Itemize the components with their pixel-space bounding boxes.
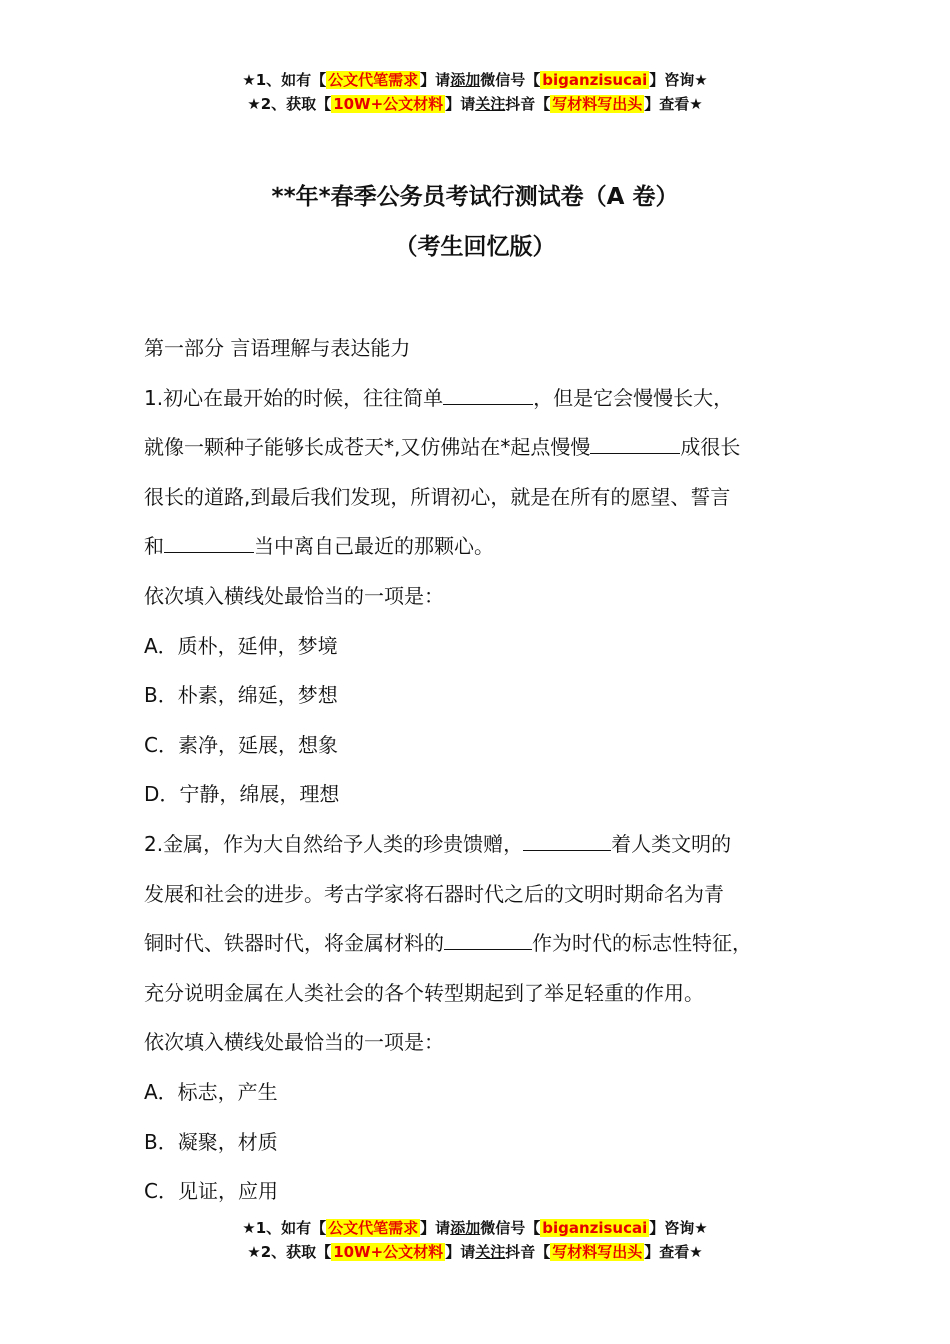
option-b: B．凝聚，材质 — [144, 1129, 278, 1154]
question-2 — [144, 820, 834, 1217]
question-text-line: 就像一颗种子能够长成苍天*,又仿佛站在*起点慢慢 成很长 — [144, 423, 834, 473]
banner-line-2: ★2、获取【 10W+公文材料 】请关注抖音【 写材料写出头 】查看★ — [247, 95, 703, 113]
question-prompt: 依次填入横线处最恰当的一项是： — [144, 583, 444, 608]
banner-highlight-wechat: biganzisucai — [542, 71, 648, 89]
question-text-line: 充分说明金属在人类社会的各个转型期起到了举足轻重的作用。 — [144, 980, 704, 1005]
option-c: C．见证，应用 — [144, 1179, 278, 1204]
option-d: D．宁静，绵展，理想 — [144, 782, 340, 807]
document-title: **年*春季公务员考试行测试卷（A 卷） — [271, 184, 679, 210]
question-text-line: 1.初心在最开始的时候，往往简单 ，但是它会慢慢长大， — [144, 374, 834, 424]
question-text-line: 和 当中离自己最近的那颗心。 — [144, 522, 834, 572]
question-text-line: 2.金属，作为大自然给予人类的珍贵馈赠， 着人类文明的 — [144, 820, 834, 870]
answer-blank — [523, 828, 611, 851]
answer-blank — [444, 927, 532, 950]
banner-highlight-wechat: biganzisucai — [542, 1219, 648, 1237]
banner-line-2: ★2、获取【 10W+公文材料 】请关注抖音【 写材料写出头 】查看★ — [247, 1243, 703, 1261]
document-subtitle: （考生回忆版） — [394, 234, 556, 260]
banner-line-1: ★1、如有【 公文代笔需求 】请添加微信号【 biganzisucai 】咨询★ — [242, 71, 708, 89]
question-1 — [144, 374, 834, 820]
answer-blank — [164, 530, 254, 553]
answer-blank — [443, 382, 533, 405]
header-banner — [0, 68, 950, 116]
banner-highlight-douyin: 写材料写出头 — [552, 1243, 643, 1261]
banner-line-1: ★1、如有【 公文代笔需求 】请添加微信号【 biganzisucai 】咨询★ — [242, 1219, 708, 1237]
option-c: C．素净，延展，想象 — [144, 732, 338, 757]
banner-highlight-douyin: 写材料写出头 — [552, 95, 643, 113]
question-prompt: 依次填入横线处最恰当的一项是： — [144, 1030, 444, 1055]
option-a: A．质朴，延伸，梦境 — [144, 633, 338, 658]
option-a: A．标志，产生 — [144, 1079, 278, 1104]
banner-highlight-materials: 10W+公文材料 — [333, 95, 444, 113]
section-heading: 第一部分 言语理解与表达能力 — [144, 336, 411, 360]
banner-highlight-service: 公文代笔需求 — [328, 71, 419, 89]
banner-highlight-materials: 10W+公文材料 — [333, 1243, 444, 1261]
question-text-line: 发展和社会的进步。考古学家将石器时代之后的文明时期命名为青 — [144, 881, 724, 906]
banner-highlight-service: 公文代笔需求 — [328, 1219, 419, 1237]
question-text-line: 铜时代、铁器时代，将金属材料的 作为时代的标志性特征， — [144, 919, 834, 969]
option-b: B．朴素，绵延，梦想 — [144, 683, 338, 708]
footer-banner — [0, 1216, 950, 1264]
question-text-line: 很长的道路,到最后我们发现，所谓初心，就是在所有的愿望、誓言 — [144, 484, 731, 509]
document-body — [144, 324, 834, 1217]
answer-blank — [590, 431, 680, 454]
